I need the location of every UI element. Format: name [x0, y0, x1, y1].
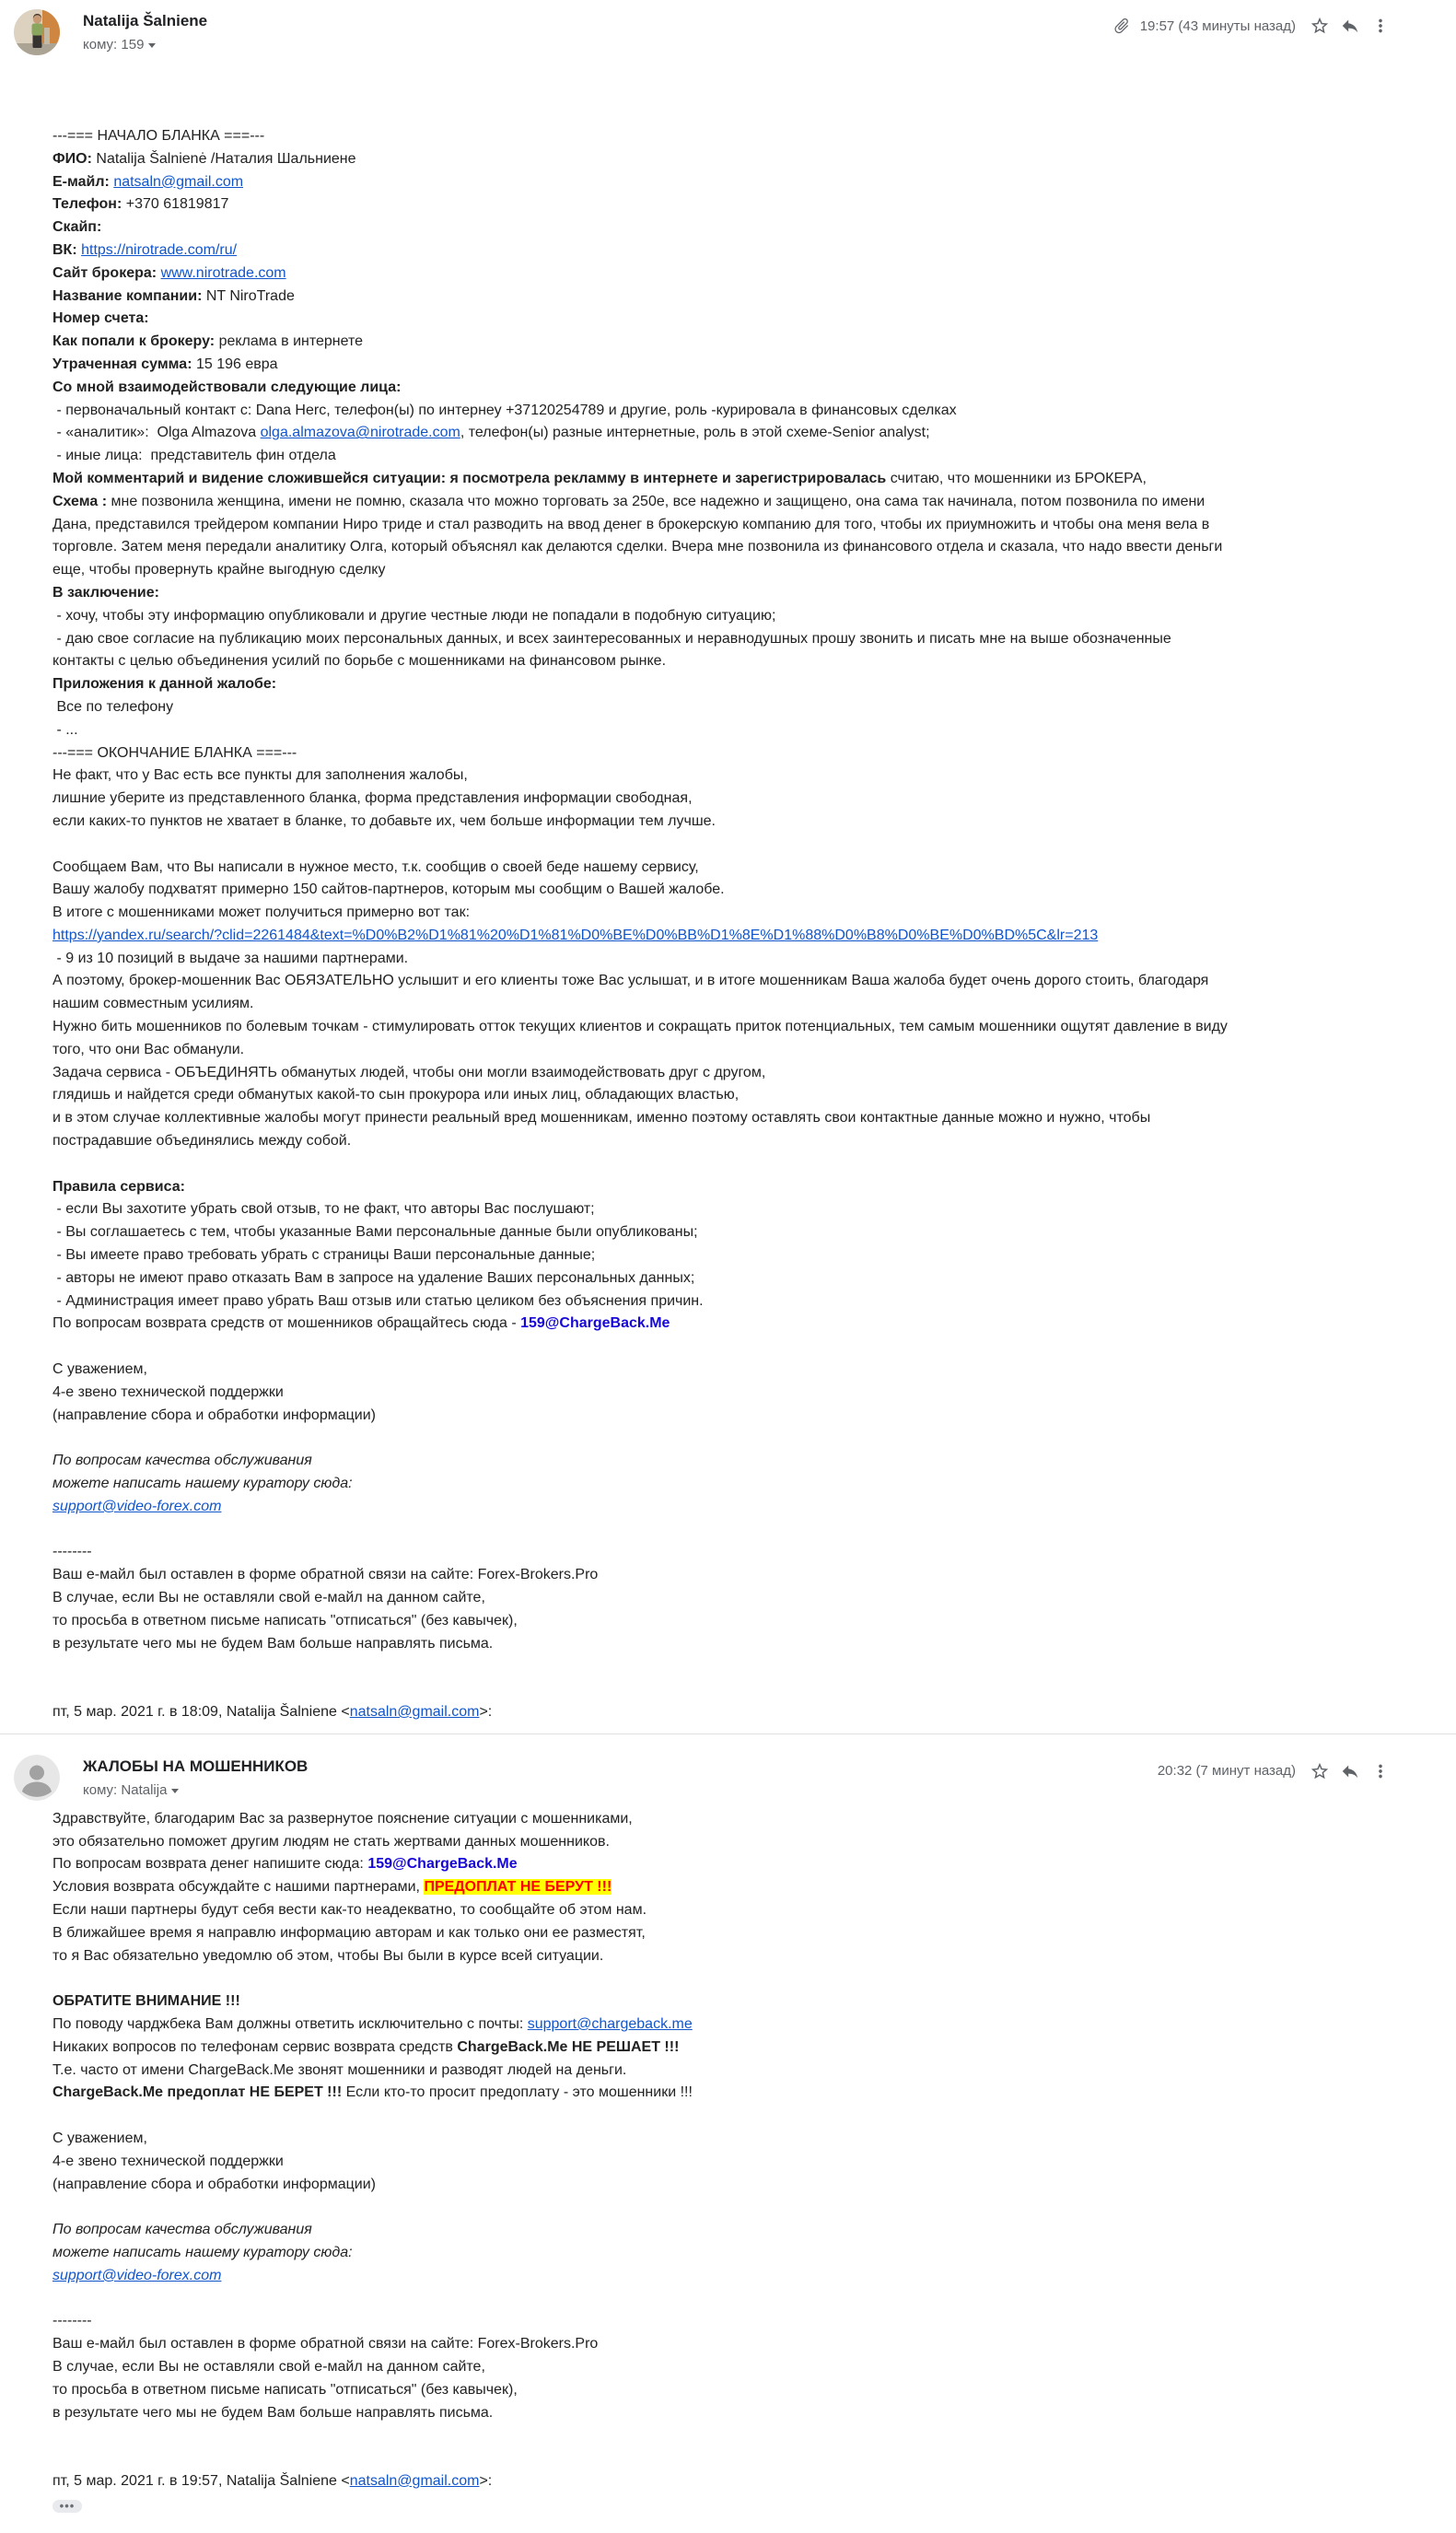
text-segment: По поводу чарджбека Вам должны ответить исключительно с почты: [52, 2015, 528, 2032]
body-line [52, 2060, 1447, 2083]
body-line [52, 2424, 1447, 2447]
text-segment: контакты с целью объединения усилий по борьбе с мошенниками на финансовом рынке. [52, 653, 667, 670]
text-segment: А поэтому, брокер-мошенник Вас ОБЯЗАТЕЛЬНО услышит и его клиенты тоже Вас услышат, и в итоге мошенникам Ваша жалоба будет очень дорого стоить, благодаря [52, 973, 1209, 989]
text-segment: ВК: [52, 241, 77, 258]
text-segment: пт, 5 мар. 2021 г. в 18:09, Natalija Šalniene < [52, 1703, 350, 1720]
recipients-label: кому: Natalija [83, 1781, 168, 1798]
text-segment: В заключение: [52, 584, 159, 601]
default-person-icon [14, 1755, 60, 1801]
text-segment: Схема : [52, 493, 108, 509]
body-line [52, 1678, 1447, 1701]
text-segment: 15 196 евра [192, 356, 278, 372]
text-segment: то просьба в ответном письме написать "отписаться" (без кавычек), [52, 2381, 518, 2398]
text-segment: Название компании: [52, 287, 203, 304]
text-segment: >: [479, 2472, 493, 2489]
body-line [52, 1405, 1447, 1428]
body-line [52, 1450, 1447, 1473]
body-line [52, 422, 1447, 445]
text-segment: торговле. Затем меня передали аналитику Олга, который объяснял как делаются сделки. Вчера мне позвонила из финансового отдела и сказала, что надо ввести деньги [52, 539, 1223, 555]
text-segment: Никаких вопросов по телефонам сервис возврата средств [52, 2038, 458, 2055]
recipients-dropdown[interactable] [83, 37, 156, 53]
body-line [52, 1967, 1447, 1990]
text-segment: - Администрация имеет право убрать Ваш отзыв или статью целиком без объяснения причин. [52, 1292, 704, 1309]
body-line [52, 1221, 1447, 1244]
text-segment: Телефон: [52, 196, 122, 213]
sender-name: ЖАЛОБЫ НА МОШЕННИКОВ [83, 1757, 309, 1775]
more-vert-icon [1370, 16, 1391, 36]
email-2-header [0, 1734, 1456, 1801]
text-segment: Как попали к брокеру: [52, 333, 215, 350]
text-segment: можете написать нашему куратору сюда: [52, 1476, 353, 1492]
body-line [52, 993, 1447, 1016]
body-line [52, 719, 1447, 742]
text-segment: Нужно бить мошенников по болевым точкам - стимулировать отток текущих клиентов и сокращать приток потенциальных, тем самым мошенники ощутят давление в виду [52, 1019, 1228, 1035]
body-line [52, 1610, 1447, 1633]
body-line [52, 1831, 1447, 1854]
body-line [52, 970, 1447, 993]
text-segment: , телефон(ы) разные интернетные, роль в этой схеме-Senior analyst; [460, 425, 930, 441]
text-segment: В случае, если Вы не оставляли свой е-майл на данном сайте, [52, 1590, 485, 1605]
body-line [52, 1853, 1447, 1876]
text-segment: >: [479, 1703, 493, 1720]
body-line [52, 2470, 1447, 2493]
link[interactable]: support@video-forex.com [52, 2267, 222, 2283]
text-segment: Скайп: [52, 219, 102, 236]
text-segment: В случае, если Вы не оставляли свой е-майл на данном сайте, [52, 2358, 485, 2375]
body-line [52, 1198, 1447, 1221]
link[interactable]: support@video-forex.com [52, 1498, 222, 1514]
body-line [52, 2196, 1447, 2219]
body-line [52, 948, 1447, 971]
body-line [52, 1519, 1447, 1542]
body-line [52, 286, 1447, 309]
text-segment: +370 61819817 [122, 196, 229, 213]
link[interactable]: https://yandex.ru/search/?clid=2261484&text=%D0%B2%D1%81%20%D1%81%D0%BE%D0%BB%D1%8E%D1%88%D0%B8%D0%BE%D0%BD%5C&lr=213 [52, 927, 1099, 943]
reply-icon [1340, 1761, 1360, 1781]
body-line [52, 2402, 1447, 2425]
reply-button[interactable] [1338, 14, 1362, 38]
text-segment: Natalija Šalnienė /Наталия Шальниене [91, 150, 356, 167]
text-segment: По вопросам качества обслуживания [52, 1453, 312, 1469]
text-segment: - Вы соглашаетесь с тем, чтобы указанные Вами персональные данные были опубликованы; [52, 1224, 698, 1241]
text-segment: Мой комментарий и видение сложившейся ситуации: я посмотрела рекламму в интернете и зарегистрировалась [52, 470, 887, 486]
text-segment: ---=== ОКОНЧАНИЕ БЛАНКА ===--- [52, 744, 297, 761]
email-message-2 [0, 1733, 1456, 2513]
body-line [52, 377, 1447, 400]
text-segment: глядишь и найдется среди обманутых какой-то сын прокурора или иных лиц, обладающих властью, [52, 1087, 740, 1103]
text-segment: Все по телефону [52, 698, 174, 715]
body-line [52, 673, 1447, 696]
more-options-button[interactable] [1369, 1759, 1392, 1783]
text-segment: По вопросам возврата средств от мошенников обращайтесь сюда - [52, 1315, 521, 1332]
text-segment: Если наши партнеры будут себя вести как-то неадекватно, то сообщайте об этом нам. [52, 1901, 647, 1918]
sender-info [83, 9, 1112, 53]
text-segment: если каких-то пунктов не хватает в бланке, то добавьте их, чем больше информации тем лучше. [52, 812, 716, 829]
sender-avatar[interactable] [14, 9, 60, 55]
body-line [52, 2014, 1447, 2037]
text-segment: По вопросам возврата денег напишите сюда: [52, 1856, 368, 1873]
body-line [52, 1808, 1447, 1831]
text-segment: того, что они Вас обманули. [52, 1041, 245, 1057]
text-segment: Утраченная сумма: [52, 356, 192, 372]
text-segment: Т.е. часто от имени ChargeBack.Me звонят мошенники и разводят людей на деньги. [52, 2061, 627, 2078]
text-segment: в результате чего мы не будем Вам больше направлять письма. [52, 1635, 494, 1652]
body-line [52, 925, 1447, 948]
text-segment: - даю свое согласие на публикацию моих персональных данных, и всех заинтересованных и неравнодушных прошу звонить и писать мне на выше обозначенные [52, 630, 1171, 647]
link[interactable]: natsaln@gmail.com [349, 2472, 480, 2489]
text-segment: мне позвонила женщина, имени не помню, сказала что можно торговать за 250е, все надежно и защищено, она сама так начинала, потом позвонила по имени [107, 493, 1206, 509]
body-line [52, 193, 1447, 216]
text-segment: - ... [52, 721, 78, 738]
text-segment: в результате чего мы не будем Вам больше направлять письма. [52, 2404, 494, 2421]
star-icon [1310, 16, 1330, 36]
text-segment: это обязательно поможет другим людям не стать жертвами данных мошенников. [52, 1833, 610, 1850]
link[interactable]: 159@ChargeBack.Me [520, 1315, 670, 1332]
body-line [52, 1990, 1447, 2014]
body-line [52, 1016, 1447, 1039]
sender-avatar[interactable] [14, 1755, 60, 1801]
body-line [52, 536, 1447, 559]
body-line [52, 1039, 1447, 1062]
body-line [52, 1922, 1447, 1945]
body-line [52, 811, 1447, 834]
text-segment: реклама в интернете [215, 333, 364, 350]
body-line [52, 1496, 1447, 1519]
timestamp: 19:57 (43 минуты назад) [1139, 18, 1296, 34]
text-segment: - если Вы захотите убрать свой отзыв, то не факт, что авторы Вас послушают; [52, 1201, 595, 1218]
body-line [52, 445, 1447, 468]
body-line [52, 1876, 1447, 1899]
text-segment: еще, чтобы провернуть крайне выгодную сделку [52, 562, 386, 578]
text-segment: Условия возврата обсуждайте с нашими партнерами, [52, 1879, 425, 1896]
body-line [52, 2379, 1447, 2402]
body-line [52, 354, 1447, 377]
text-segment: Приложения к данной жалобе: [52, 676, 277, 693]
body-line [52, 902, 1447, 925]
text-segment: Ваш е-майл был оставлен в форме обратной связи на сайте: Forex-Brokers.Pro [52, 1567, 599, 1583]
email-2-body [0, 1801, 1456, 2493]
body-line [52, 1290, 1447, 1313]
body-line [52, 628, 1447, 651]
body-line [52, 1062, 1447, 1085]
timestamp: 20:32 (7 минут назад) [1157, 1763, 1296, 1780]
text-segment: - хочу, чтобы эту информацию опубликовали и другие честные люди не попадали в подобную ситуацию; [52, 607, 776, 624]
body-line [52, 2105, 1447, 2128]
text-segment: и в этом случае коллективные жалобы могут принести реальный вред мошенникам, именно поэтому оставлять свои контактные данные можно и нужно, чтобы [52, 1110, 1151, 1126]
body-line [52, 2151, 1447, 2174]
body-line [52, 559, 1447, 582]
text-segment: Задача сервиса - ОБЪЕДИНЯТЬ обманутых людей, чтобы они могли взаимодействовать друг с другом, [52, 1064, 766, 1080]
link[interactable]: natsaln@gmail.com [349, 1703, 480, 1720]
body-line [52, 2037, 1447, 2060]
text-segment: ChargeBack.Me НЕ РЕШАЕТ !!! [457, 2038, 680, 2055]
body-line [52, 1267, 1447, 1290]
body-line [52, 2447, 1447, 2470]
body-line [52, 1473, 1447, 1496]
text-segment: ФИО: [52, 150, 92, 167]
body-line [52, 1587, 1447, 1610]
body-line [52, 582, 1447, 605]
star-button[interactable] [1308, 1759, 1332, 1783]
star-icon [1310, 1761, 1330, 1781]
body-line [52, 1153, 1447, 1176]
body-line [52, 468, 1447, 491]
text-segment: 4-е звено технической поддержки [52, 1383, 284, 1400]
body-line [52, 2082, 1447, 2105]
link[interactable]: support@chargeback.me [527, 2015, 693, 2032]
text-segment: Если кто-то просит предоплату - это мошенники !!! [342, 2084, 693, 2101]
body-line [52, 1244, 1447, 1267]
body-line [52, 765, 1447, 788]
more-vert-icon [1370, 1761, 1391, 1781]
text-segment: Сайт брокера: [52, 264, 157, 281]
text-segment: ПРЕДОПЛАТ НЕ БЕРУТ !!! [424, 1879, 612, 1896]
text-segment: Со мной взаимодействовали следующие лица: [52, 379, 402, 395]
text-segment: - первоначальный контакт с: Dana Herc, телефон(ы) по интернеу +37120254789 и другие, роль -курировала в финансовых сделках [52, 402, 957, 418]
body-line [52, 1084, 1447, 1107]
text-segment: -------- [52, 2313, 92, 2329]
link[interactable]: 159@ChargeBack.Me [367, 1856, 518, 1873]
text-segment: 4-е звено технической поддержки [52, 2153, 284, 2169]
sender-photo [14, 9, 60, 55]
star-button[interactable] [1308, 14, 1332, 38]
body-line [52, 400, 1447, 423]
text-segment: В итоге с мошенниками может получиться примерно вот так: [52, 905, 471, 921]
body-line [52, 696, 1447, 719]
body-line [52, 879, 1447, 902]
text-segment: Правила сервиса: [52, 1178, 185, 1195]
body-line [52, 1130, 1447, 1153]
body-line [52, 125, 1447, 148]
body-line [52, 2356, 1447, 2379]
text-segment: По вопросам качества обслуживания [52, 2222, 312, 2238]
body-line [52, 2128, 1447, 2151]
text-segment: - 9 из 10 позиций в выдаче за нашими партнерами. [52, 950, 409, 966]
body-line [52, 1564, 1447, 1587]
body-line [52, 1359, 1447, 1382]
body-line [52, 1701, 1447, 1724]
chevron-down-icon [171, 1789, 179, 1793]
body-line [52, 308, 1447, 331]
body-line [52, 1945, 1447, 1968]
body-line [52, 2333, 1447, 2356]
text-segment: Дана, представился трейдером компании Ниро триде и стал разводить на ввод денег в брокерскую компанию для того, чтобы их приумножить и чтобы она меня вела в [52, 516, 1210, 532]
text-segment: - иные лица: представитель фин отдела [52, 448, 336, 464]
body-line [52, 148, 1447, 171]
body-line [52, 331, 1447, 354]
body-line [52, 2288, 1447, 2311]
body-line [52, 605, 1447, 628]
body-line [52, 2310, 1447, 2333]
body-line [52, 1313, 1447, 1336]
link[interactable]: olga.almazova@nirotrade.com [260, 425, 460, 441]
sender-name: Natalija Šalniene [83, 12, 208, 29]
recipients-dropdown[interactable] [83, 1782, 179, 1798]
chevron-down-icon [148, 43, 156, 48]
text-segment: - авторы не имеют право отказать Вам в запросе на удаление Ваших персональных данных; [52, 1269, 695, 1286]
sender-info [83, 1755, 1158, 1799]
text-segment: (направление сбора и обработки информации) [52, 2176, 376, 2192]
body-line [52, 788, 1447, 811]
text-segment: ---=== НАЧАЛО БЛАНКА ===--- [52, 128, 265, 144]
body-line [52, 834, 1447, 857]
text-segment: то просьба в ответном письме написать "отписаться" (без кавычек), [52, 1612, 518, 1628]
text-segment: Вашу жалобу подхватят примерно 150 сайтов-партнеров, которым мы сообщим о Вашей жалобе. [52, 881, 725, 898]
body-line [52, 742, 1447, 765]
text-segment: Здравствуйте, благодарим Вас за развернутое пояснение ситуации с мошенниками, [52, 1810, 633, 1827]
text-segment: пт, 5 мар. 2021 г. в 19:57, Natalija Šalniene < [52, 2472, 350, 2489]
text-segment: Сообщаем Вам, что Вы написали в нужное место, т.к. сообщив о своей беде нашему сервису, [52, 858, 699, 875]
text-segment: ChargeBack.Me предоплат НЕ БЕРЕТ !!! [52, 2084, 343, 2101]
text-segment: -------- [52, 1544, 92, 1560]
reply-icon [1340, 16, 1360, 36]
body-line [52, 1541, 1447, 1564]
text-segment: - Вы имеете право требовать убрать с страницы Ваши персональные данные; [52, 1247, 596, 1264]
text-segment: С уважением, [52, 1361, 147, 1378]
text-segment: лишние уберите из представленного бланка, форма представления информации свободная, [52, 790, 693, 807]
text-segment: Не факт, что у Вас есть все пункты для заполнения жалобы, [52, 767, 468, 784]
body-line [52, 2174, 1447, 2197]
link[interactable]: natsaln@gmail.com [113, 173, 244, 190]
body-line [52, 1655, 1447, 1678]
text-segment: В ближайшее время я направлю информацию авторам и как только они ее разместят, [52, 1924, 646, 1941]
body-line [52, 171, 1447, 194]
email-1-body [0, 55, 1456, 1724]
text-segment: нашим совместным усилиям. [52, 996, 254, 1012]
body-line [52, 2265, 1447, 2288]
body-line [52, 491, 1447, 514]
text-segment: считаю, что мошенники из БРОКЕРА, [886, 470, 1147, 486]
show-trimmed-content-button[interactable]: ••• [52, 2500, 82, 2513]
text-segment: Номер счета: [52, 310, 149, 327]
body-line [52, 2242, 1447, 2265]
email-2-meta [1158, 1755, 1392, 1783]
body-line [52, 239, 1447, 263]
text-segment: то я Вас обязательно уведомлю об этом, чтобы Вы были в курсе всей ситуации. [52, 1947, 604, 1964]
email-1-meta [1112, 9, 1392, 38]
body-line [52, 1107, 1447, 1130]
body-line [52, 1633, 1447, 1656]
body-line [52, 857, 1447, 880]
recipients-label: кому: 159 [83, 37, 145, 53]
body-line [52, 1382, 1447, 1405]
text-segment: NT NiroTrade [202, 287, 295, 304]
text-segment: С уважением, [52, 2130, 147, 2146]
body-line [52, 1336, 1447, 1359]
link[interactable]: www.nirotrade.com [160, 264, 286, 281]
text-segment: - «аналитик»: Olga Almazova [52, 425, 261, 441]
body-line [52, 1899, 1447, 1922]
link[interactable]: https://nirotrade.com/ru/ [81, 241, 238, 258]
reply-button[interactable] [1338, 1759, 1362, 1783]
body-line [52, 216, 1447, 239]
text-segment: пострадавшие объединялись между собой. [52, 1133, 352, 1150]
email-1-header [0, 0, 1456, 55]
text-segment: ОБРАТИТЕ ВНИМАНИЕ !!! [52, 1993, 240, 2010]
body-line [52, 2219, 1447, 2242]
body-line [52, 1176, 1447, 1199]
text-segment: (направление сбора и обработки информации) [52, 1407, 376, 1423]
text-segment: Е-майл: [52, 173, 110, 190]
body-line [52, 1427, 1447, 1450]
body-line [52, 650, 1447, 673]
more-options-button[interactable] [1369, 14, 1392, 38]
text-segment: Ваш е-майл был оставлен в форме обратной связи на сайте: Forex-Brokers.Pro [52, 2336, 599, 2352]
body-line [52, 263, 1447, 286]
body-line [52, 514, 1447, 537]
attachment-icon [1112, 16, 1132, 36]
text-segment: можете написать нашему куратору сюда: [52, 2244, 353, 2260]
